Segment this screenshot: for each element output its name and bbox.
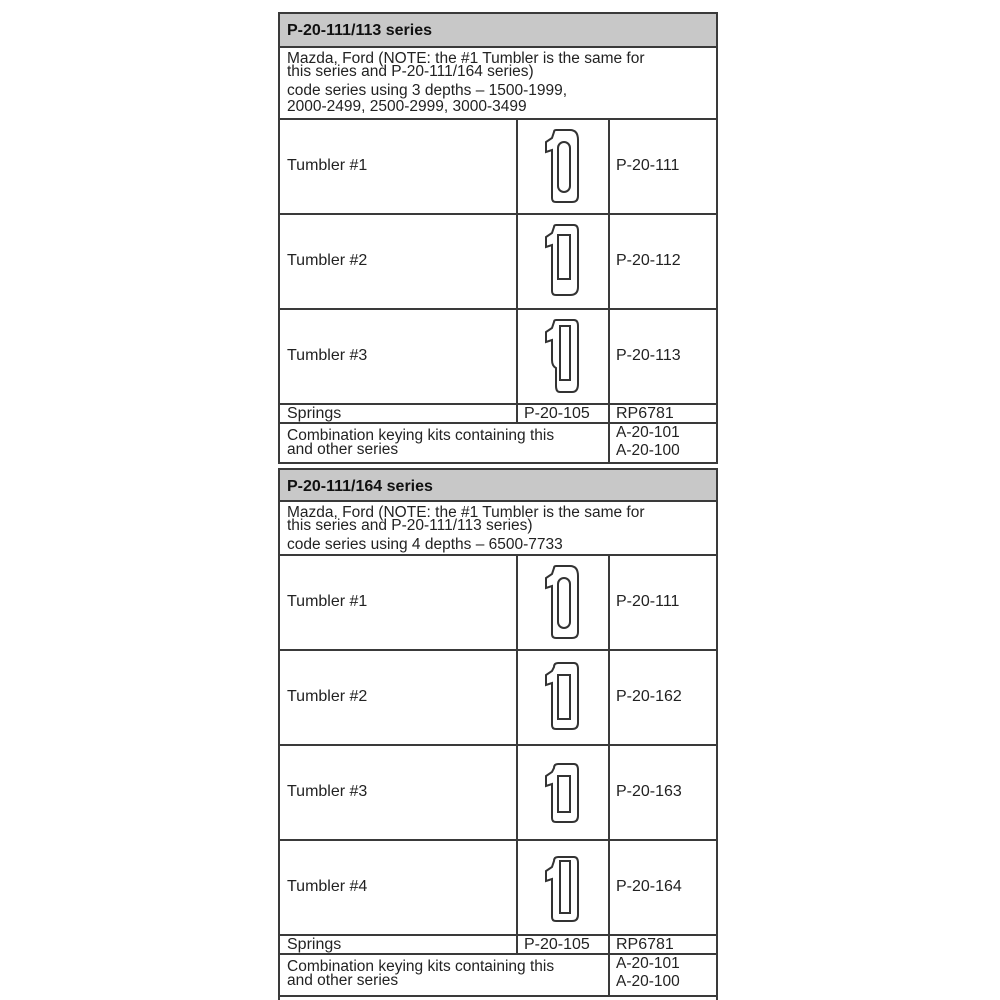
springs-label: Springs	[287, 936, 342, 953]
springs-row	[278, 405, 718, 424]
tumbler-part-number: P-20-164	[616, 878, 682, 895]
note-line: Mazda, Ford (NOTE: the #1 Tumbler is the same for	[287, 504, 645, 521]
kits-row	[278, 955, 718, 997]
note-line: 2000-2499, 2500-2999, 3000-3499	[287, 98, 527, 115]
kit-part-number: A-20-101	[616, 424, 680, 441]
tumbler-label: Tumbler #3	[287, 783, 368, 800]
parts-sheet	[278, 12, 718, 1000]
tumbler-row	[278, 310, 718, 405]
tumbler-4-icon	[542, 849, 582, 925]
tumbler-part-number: P-20-113	[616, 347, 681, 364]
tumbler-2-icon	[542, 223, 582, 299]
kits-label: Combination keying kits containing this	[287, 427, 555, 444]
section-1-note	[278, 48, 718, 120]
tumbler-row	[278, 556, 718, 651]
kit-part-number: A-20-101	[616, 955, 680, 972]
tumbler-part-number: P-20-111	[616, 157, 680, 174]
tumbler-label: Tumbler #2	[287, 688, 368, 705]
tumbler-label: Tumbler #1	[287, 157, 368, 174]
kits-row	[278, 424, 718, 464]
kits-label: Combination keying kits containing this	[287, 958, 555, 975]
tumbler-2-icon	[542, 659, 582, 735]
tumbler-row	[278, 841, 718, 936]
note-line: this series and P-20-111/164 series)	[287, 63, 534, 80]
kits-label: and other series	[287, 441, 399, 458]
section-2-note	[278, 502, 718, 556]
springs-part-number: P-20-105	[524, 936, 590, 953]
note-line: code series using 4 depths – 6500-7733	[287, 536, 563, 553]
tumbler-row	[278, 651, 718, 746]
tumbler-3-icon	[542, 318, 582, 394]
springs-alt-number: RP6781	[616, 405, 674, 422]
tumbler-part-number: P-20-163	[616, 783, 682, 800]
note-line: code series using 3 depths – 1500-1999,	[287, 82, 568, 99]
tumbler-part-number: P-20-112	[616, 252, 681, 269]
springs-part-number: P-20-105	[524, 405, 590, 422]
tumbler-row	[278, 120, 718, 215]
kit-part-number: A-20-100	[616, 973, 680, 990]
tumbler-3-icon	[542, 754, 582, 830]
tumbler-label: Tumbler #3	[287, 347, 368, 364]
note-line: this series and P-20-111/113 series)	[287, 517, 533, 534]
tumbler-part-number: P-20-162	[616, 688, 682, 705]
tumbler-1-icon	[542, 128, 582, 204]
springs-row	[278, 936, 718, 955]
section-2-title: P-20-111/164 series	[278, 468, 718, 502]
tumbler-row	[278, 746, 718, 841]
tumbler-label: Tumbler #2	[287, 252, 368, 269]
tumbler-1-icon	[542, 564, 582, 640]
kits-label: and other series	[287, 972, 399, 989]
kit-part-number: A-20-100	[616, 442, 680, 459]
tumbler-row	[278, 215, 718, 310]
note-line: Mazda, Ford (NOTE: the #1 Tumbler is the same for	[287, 50, 645, 67]
tumbler-label: Tumbler #4	[287, 878, 368, 895]
springs-label: Springs	[287, 405, 342, 422]
springs-alt-number: RP6781	[616, 936, 674, 953]
section-1-title: P-20-111/113 series	[278, 12, 718, 48]
tumbler-part-number: P-20-111	[616, 593, 680, 610]
tumbler-label: Tumbler #1	[287, 593, 368, 610]
